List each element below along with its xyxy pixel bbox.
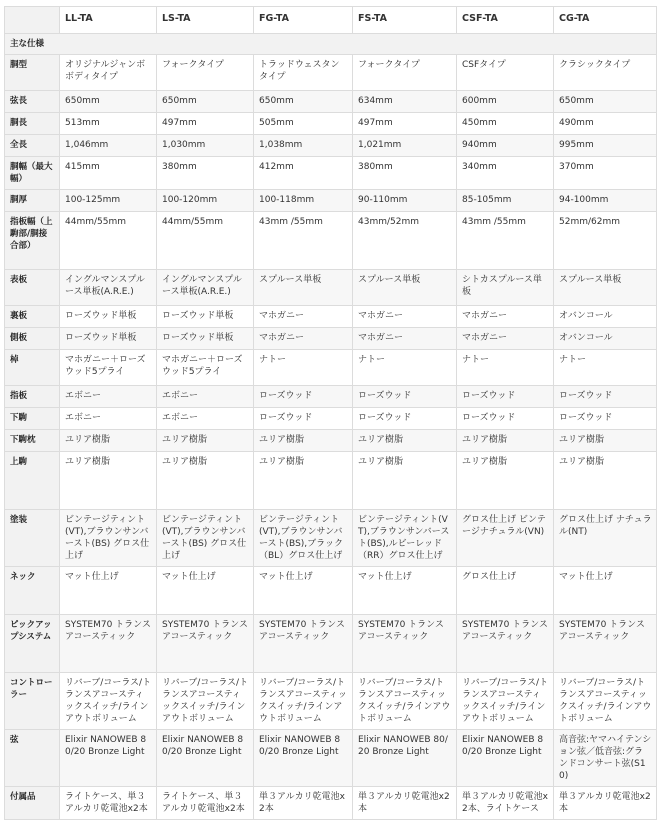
spec-value: ローズウッド単板: [60, 306, 157, 328]
spec-value: ローズウッド単板: [157, 306, 254, 328]
spec-row: [5, 157, 657, 190]
spec-value: 43mm/52mm: [353, 212, 457, 270]
spec-value: 94-100mm: [554, 190, 657, 212]
section-row: [5, 34, 657, 55]
spec-value: 513mm: [60, 113, 157, 135]
spec-value: オバンコール: [554, 328, 657, 350]
spec-row: [5, 190, 657, 212]
spec-value: 52mm/62mm: [554, 212, 657, 270]
spec-label: 指板幅（上駒部/胴接合部）: [5, 212, 60, 270]
spec-value: 650mm: [60, 91, 157, 113]
spec-value: 1,021mm: [353, 135, 457, 157]
spec-value: シトカスプルース単板: [457, 270, 554, 306]
spec-label: 全長: [5, 135, 60, 157]
spec-value: エボニー: [157, 408, 254, 430]
spec-row: [5, 430, 657, 452]
spec-label: 下駒: [5, 408, 60, 430]
spec-value: ローズウッド: [457, 386, 554, 408]
spec-value: 600mm: [457, 91, 554, 113]
spec-value: ユリア樹脂: [353, 430, 457, 452]
spec-value: 380mm: [157, 157, 254, 190]
spec-value: エボニー: [157, 386, 254, 408]
spec-value: マホガニー: [457, 306, 554, 328]
spec-value: ビンテージティント(VT),ブラウンサンバースト(BS) グロス仕上げ: [60, 510, 157, 567]
spec-row: [5, 113, 657, 135]
spec-label: 側板: [5, 328, 60, 350]
spec-value: 1,038mm: [254, 135, 353, 157]
spec-label: 弦長: [5, 91, 60, 113]
spec-value: ユリア樹脂: [457, 452, 554, 510]
spec-value: マホガニー: [457, 328, 554, 350]
spec-value: イングルマンスプルース単板(A.R.E.): [60, 270, 157, 306]
spec-value: ユリア樹脂: [60, 430, 157, 452]
header-row: [5, 7, 657, 34]
spec-value: 497mm: [157, 113, 254, 135]
spec-row: [5, 212, 657, 270]
spec-value: イングルマンスプルース単板(A.R.E.): [157, 270, 254, 306]
spec-value: グロス仕上げ ナチュラル(NT): [554, 510, 657, 567]
spec-value: 100-120mm: [157, 190, 254, 212]
spec-value: 1,030mm: [157, 135, 254, 157]
spec-value: リバーブ/コーラス/トランスアコースティックスイッチ/ラインアウトボリューム: [554, 673, 657, 730]
spec-value: 340mm: [457, 157, 554, 190]
spec-value: ユリア樹脂: [60, 452, 157, 510]
spec-value: マット仕上げ: [353, 567, 457, 615]
spec-value: 650mm: [254, 91, 353, 113]
spec-value: ユリア樹脂: [157, 430, 254, 452]
spec-value: 370mm: [554, 157, 657, 190]
spec-value: SYSTEM70 トランスアコースティック: [554, 615, 657, 673]
spec-value: 44mm/55mm: [60, 212, 157, 270]
spec-row: [5, 730, 657, 787]
spec-value: グロス仕上げ: [457, 567, 554, 615]
spec-value: SYSTEM70 トランスアコースティック: [353, 615, 457, 673]
spec-value: マホガニー: [254, 328, 353, 350]
spec-value: フォークタイプ: [353, 55, 457, 91]
spec-value: CSFタイプ: [457, 55, 554, 91]
spec-value: Elixir NANOWEB 80/20 Bronze Light: [353, 730, 457, 787]
spec-row: [5, 510, 657, 567]
spec-value: ローズウッド: [353, 408, 457, 430]
spec-row: [5, 615, 657, 673]
spec-value: 497mm: [353, 113, 457, 135]
spec-value: クラシックタイプ: [554, 55, 657, 91]
model-header: FS-TA: [353, 7, 457, 34]
spec-value: SYSTEM70 トランスアコースティック: [157, 615, 254, 673]
spec-value: ユリア樹脂: [157, 452, 254, 510]
spec-value: 634mm: [353, 91, 457, 113]
model-header: FG-TA: [254, 7, 353, 34]
spec-value: ビンテージティント(VT),ブラウンサンバースト(BS),ルビーレッド（RR）グロス仕上げ: [353, 510, 457, 567]
spec-value: マホガニー: [353, 306, 457, 328]
spec-value: ローズウッド: [554, 386, 657, 408]
spec-value: 940mm: [457, 135, 554, 157]
spec-value: 43mm /55mm: [254, 212, 353, 270]
spec-row: [5, 350, 657, 386]
spec-value: Elixir NANOWEB 80/20 Bronze Light: [60, 730, 157, 787]
spec-label: ネック: [5, 567, 60, 615]
model-header: LS-TA: [157, 7, 254, 34]
spec-label: 塗装: [5, 510, 60, 567]
spec-value: 1,046mm: [60, 135, 157, 157]
spec-value: 450mm: [457, 113, 554, 135]
spec-row: [5, 386, 657, 408]
spec-value: 100-125mm: [60, 190, 157, 212]
spec-value: ユリア樹脂: [554, 452, 657, 510]
spec-label: 胴厚: [5, 190, 60, 212]
spec-value: 100-118mm: [254, 190, 353, 212]
spec-value: リバーブ/コーラス/トランスアコースティックスイッチ/ラインアウトボリューム: [353, 673, 457, 730]
spec-value: マット仕上げ: [60, 567, 157, 615]
spec-value: 44mm/55mm: [157, 212, 254, 270]
spec-row: [5, 55, 657, 91]
header-corner-cell: [5, 7, 60, 34]
spec-value: ビンテージティント(VT),ブラウンサンバースト(BS) グロス仕上げ: [157, 510, 254, 567]
spec-value: ローズウッド: [353, 386, 457, 408]
spec-value: ナトー: [457, 350, 554, 386]
spec-value: ビンテージティント(VT),ブラウンサンバースト(BS),ブラック（BL）グロス仕上げ: [254, 510, 353, 567]
spec-value: ライトケース、単３アルカリ乾電池x2本: [157, 787, 254, 820]
model-header: CG-TA: [554, 7, 657, 34]
spec-value: SYSTEM70 トランスアコースティック: [254, 615, 353, 673]
spec-value: ローズウッド: [554, 408, 657, 430]
spec-value: オバンコール: [554, 306, 657, 328]
spec-row: [5, 567, 657, 615]
spec-value: フォークタイプ: [157, 55, 254, 91]
spec-value: ローズウッド: [254, 408, 353, 430]
spec-value: トラッドウェスタンタイプ: [254, 55, 353, 91]
model-header: CSF-TA: [457, 7, 554, 34]
spec-value: 単３アルカリ乾電池x2本: [353, 787, 457, 820]
spec-value: マホガニー: [254, 306, 353, 328]
spec-value: ユリア樹脂: [457, 430, 554, 452]
spec-label: 棹: [5, 350, 60, 386]
spec-row: [5, 306, 657, 328]
spec-value: リバーブ/コーラス/トランスアコースティックスイッチ/ラインアウトボリューム: [457, 673, 554, 730]
spec-value: 650mm: [157, 91, 254, 113]
spec-label: 胴幅（最大幅）: [5, 157, 60, 190]
spec-row: [5, 91, 657, 113]
spec-value: ローズウッド: [457, 408, 554, 430]
spec-label: コントローラー: [5, 673, 60, 730]
spec-label: 裏板: [5, 306, 60, 328]
spec-row: [5, 135, 657, 157]
spec-value: マホガニー: [353, 328, 457, 350]
section-title: 主な仕様: [5, 34, 657, 55]
spec-row: [5, 787, 657, 820]
spec-value: マホガニー＋ローズウッド5プライ: [60, 350, 157, 386]
spec-row: [5, 408, 657, 430]
spec-value: スプルース単板: [254, 270, 353, 306]
spec-value: 85-105mm: [457, 190, 554, 212]
spec-value: 単３アルカリ乾電池x2本: [554, 787, 657, 820]
spec-value: オリジナルジャンボボディタイプ: [60, 55, 157, 91]
spec-value: ローズウッド単板: [60, 328, 157, 350]
spec-value: SYSTEM70 トランスアコースティック: [457, 615, 554, 673]
spec-value: 415mm: [60, 157, 157, 190]
spec-value: 490mm: [554, 113, 657, 135]
spec-label: 下駒枕: [5, 430, 60, 452]
spec-row: [5, 328, 657, 350]
spec-value: ユリア樹脂: [554, 430, 657, 452]
spec-value: リバーブ/コーラス/トランスアコースティックスイッチ/ラインアウトボリューム: [157, 673, 254, 730]
spec-value: 単３アルカリ乾電池x2本: [254, 787, 353, 820]
spec-label: 指板: [5, 386, 60, 408]
spec-value: 380mm: [353, 157, 457, 190]
spec-value: 43mm /55mm: [457, 212, 554, 270]
spec-label: 胴型: [5, 55, 60, 91]
spec-value: マット仕上げ: [554, 567, 657, 615]
spec-value: 650mm: [554, 91, 657, 113]
spec-label: 上駒: [5, 452, 60, 510]
spec-label: 胴長: [5, 113, 60, 135]
model-header: LL-TA: [60, 7, 157, 34]
spec-value: リバーブ/コーラス/トランスアコースティックスイッチ/ラインアウトボリューム: [60, 673, 157, 730]
spec-value: ユリア樹脂: [254, 430, 353, 452]
spec-value: 412mm: [254, 157, 353, 190]
spec-label: ピックアップシステム: [5, 615, 60, 673]
spec-value: ユリア樹脂: [353, 452, 457, 510]
spec-value: マホガニー＋ローズウッド5プライ: [157, 350, 254, 386]
spec-value: ユリア樹脂: [254, 452, 353, 510]
spec-table: [4, 6, 657, 820]
spec-value: スプルース単板: [353, 270, 457, 306]
spec-value: ナトー: [554, 350, 657, 386]
spec-value: 505mm: [254, 113, 353, 135]
spec-value: ナトー: [254, 350, 353, 386]
spec-label: 弦: [5, 730, 60, 787]
spec-value: エボニー: [60, 386, 157, 408]
spec-value: ナトー: [353, 350, 457, 386]
spec-value: 単３アルカリ乾電池x2本、ライトケース: [457, 787, 554, 820]
spec-value: Elixir NANOWEB 80/20 Bronze Light: [254, 730, 353, 787]
spec-value: スプルース単板: [554, 270, 657, 306]
spec-label: 付属品: [5, 787, 60, 820]
spec-value: ライトケース、単３アルカリ乾電池x2本: [60, 787, 157, 820]
spec-value: リバーブ/コーラス/トランスアコースティックスイッチ/ラインアウトボリューム: [254, 673, 353, 730]
spec-row: [5, 452, 657, 510]
spec-value: 高音弦:ヤマハイテンション弦／低音弦:グランドコンサート弦(S10): [554, 730, 657, 787]
spec-label: 表板: [5, 270, 60, 306]
spec-value: 90-110mm: [353, 190, 457, 212]
spec-value: SYSTEM70 トランスアコースティック: [60, 615, 157, 673]
spec-value: Elixir NANOWEB 80/20 Bronze Light: [457, 730, 554, 787]
spec-value: Elixir NANOWEB 80/20 Bronze Light: [157, 730, 254, 787]
spec-row: [5, 270, 657, 306]
spec-value: エボニー: [60, 408, 157, 430]
spec-value: グロス仕上げ ビンテージナチュラル(VN): [457, 510, 554, 567]
spec-value: マット仕上げ: [254, 567, 353, 615]
spec-row: [5, 673, 657, 730]
spec-value: ローズウッド: [254, 386, 353, 408]
spec-value: マット仕上げ: [157, 567, 254, 615]
spec-value: 995mm: [554, 135, 657, 157]
spec-value: ローズウッド単板: [157, 328, 254, 350]
